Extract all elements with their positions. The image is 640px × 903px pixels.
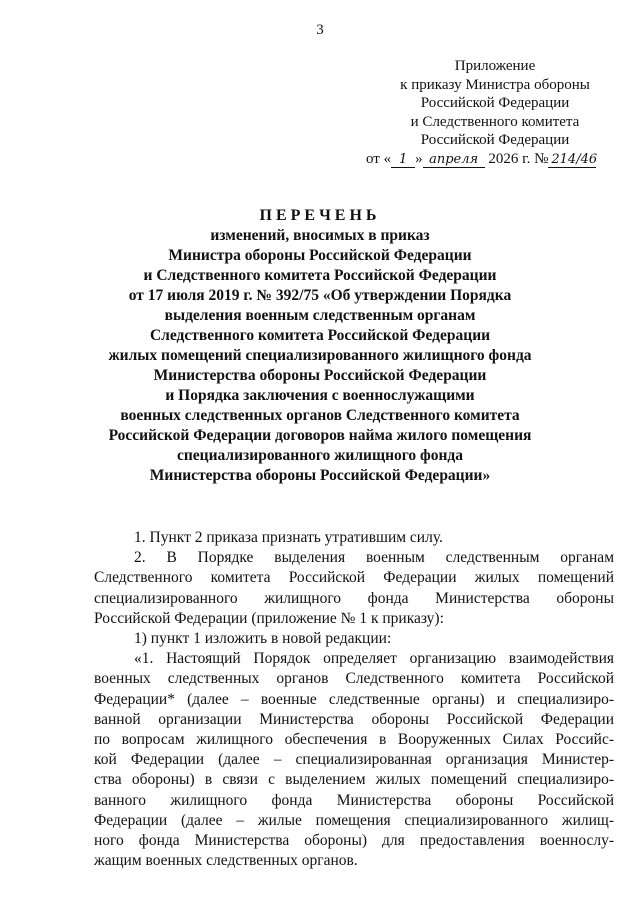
title-line: и Следственного комитета Российской Федерации [143, 267, 497, 284]
title-line: и Порядка заключения с военнослужащими [165, 387, 475, 404]
title-heading: ПЕРЕЧЕНЬ [259, 207, 381, 224]
appendix-line: Российской Федерации [420, 132, 570, 148]
title-line: военных следственных органов Следственного комитета [120, 407, 520, 424]
paragraph-2-line: Следственного комитета Российской Федерации жилых помещений [94, 569, 614, 587]
title-line: Следственного комитета Российской Федерации [149, 327, 491, 344]
paragraph-4-line: ного фонда Министерства обороны) для предоставления военнослу- [94, 832, 614, 850]
paragraph-4-line: жащим военных следственных органов. [94, 852, 358, 870]
title-line: Министерства обороны Российской Федерации» [149, 467, 491, 484]
paragraph-4-line: Федерации (далее – жилые помещения специализированного жилищ- [94, 811, 614, 829]
paragraph-4-line: ванного жилищного фонда Министерства обороны Российской [94, 791, 614, 809]
paragraph-2-line: 2. В Порядке выделения военным следственным органам [134, 549, 614, 567]
paragraph-3: 1) пункт 1 изложить в новой редакции: [134, 630, 392, 648]
paragraph-4-line: военных следственных органов Следственного комитета Российской [94, 670, 614, 688]
appendix-line: и Следственного комитета [410, 113, 580, 130]
paragraph-4-line: Федерации* (далее – военные следственные органы) и специализиро- [94, 690, 614, 708]
paragraph-4-line: ства обороны) в связи с выделением жилых помещений специализиро- [94, 771, 614, 789]
order-date-line: от « 1 » апреля 2026 г. № 214/46 [366, 150, 598, 167]
page-number: 3 [316, 22, 324, 38]
title-line: специализированного жилищного фонда [176, 447, 464, 464]
paragraph-4-line: ванной организации Министерства обороны Российской Федерации [94, 710, 614, 728]
order-year: 2026 г. № [488, 150, 549, 167]
order-prefix: от « [366, 150, 392, 167]
paragraph-4-line: кой Федерации (далее – специализированная организация Министер- [94, 751, 614, 769]
paragraph-4-line: по вопросам жилищного обеспечения в Вооруженных Силах Российс- [94, 731, 614, 749]
appendix-line: Приложение [454, 58, 536, 74]
title-line: от 17 июля 2019 г. № 392/75 «Об утверждении Порядка [128, 287, 512, 304]
appendix-line: к приказу Министра обороны [400, 76, 590, 93]
handwritten-day: 1 [391, 152, 415, 168]
title-line: Российской Федерации договоров найма жилого помещения [108, 427, 532, 444]
paragraph-2-line: Российской Федерации (приложение № 1 к приказу): [94, 609, 444, 627]
handwritten-number: 214/46 [548, 152, 596, 168]
document-body [94, 528, 614, 871]
title-line: жилых помещений специализированного жилищного фонда [108, 347, 532, 364]
document-title [58, 206, 582, 486]
paragraph-2-line: специализированного жилищного фонда Министерства обороны [94, 589, 614, 607]
title-line: выделения военным следственным органам [164, 307, 476, 324]
appendix-stamp [366, 57, 620, 168]
paragraph-1: 1. Пункт 2 приказа признать утратившим силу. [134, 529, 443, 546]
paragraph-4-line: «1. Настоящий Порядок определяет организацию взаимодействия [134, 650, 614, 668]
title-line: Министра обороны Российской Федерации [168, 247, 472, 264]
title-line: изменений, вносимых в приказ [210, 227, 430, 244]
appendix-line: Российской Федерации [420, 95, 570, 111]
title-line: Министерства обороны Российской Федерации [153, 367, 487, 384]
handwritten-month: апреля [423, 152, 485, 168]
